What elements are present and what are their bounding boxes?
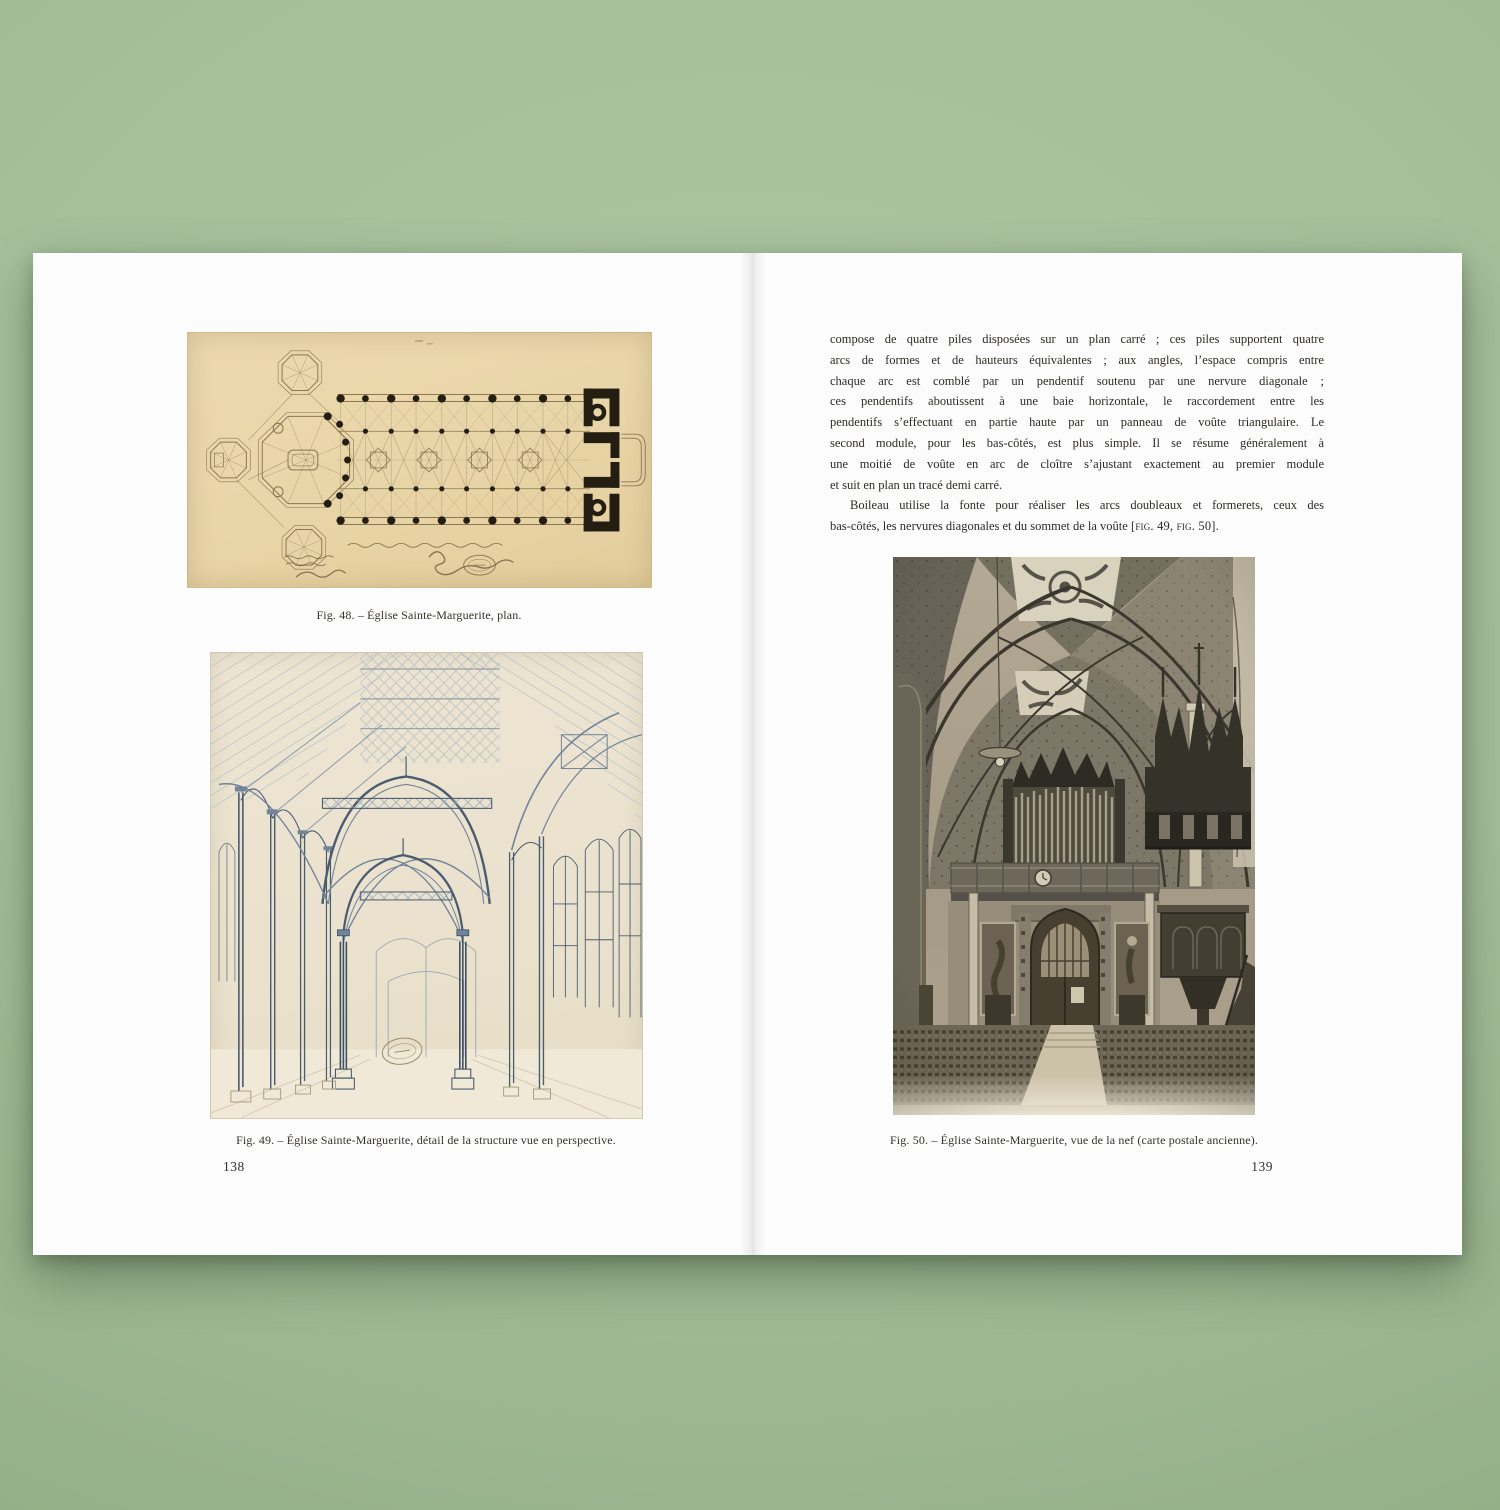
text-line: arcs de formes et de hauteurs équivalentes ; aux angles, l’espace compris entre <box>830 352 1324 367</box>
text-line <box>830 516 1324 537</box>
text-line: chaque arc est comblé par un pendentif soutenu par une nervure diagonale ; <box>830 373 1324 388</box>
text-line: pendentifs s’effectuant en partie haute par un panneau de voûte triangulaire. Le <box>830 415 1324 430</box>
text-line: ces pendentifs aboutissent à une baie horizontale, le raccordement entre les <box>830 394 1324 409</box>
text-line: second module, pour les bas-côtés, est plus simple. Il se résume généralement à <box>830 435 1324 450</box>
text-line: une moitié de voûte en arc de cloître s’ajustant exactement au premier module <box>830 456 1324 471</box>
page-number-right: 139 <box>1251 1159 1273 1174</box>
body-text <box>830 329 1324 537</box>
text-line-part: bas-côtés, les nervures diagonales et du sommet de la voûte <box>830 519 1131 534</box>
page-number-left: 138 <box>223 1159 245 1174</box>
text-line: Boileau utilise la fonte pour réaliser les arcs doubleaux et formerets, ceux des <box>850 498 1324 513</box>
figure-48-caption: Fig. 48. – Église Sainte-Marguerite, plan. <box>316 608 522 622</box>
text-line: compose de quatre piles disposées sur un plan carré ; ces piles supportent quatre <box>830 332 1324 346</box>
text-line: et suit en plan un tracé demi carré. <box>830 477 1003 492</box>
figure-50-caption: Fig. 50. – Église Sainte-Marguerite, vue de la nef (carte postale ancienne). <box>889 1133 1259 1147</box>
right-page <box>33 253 1462 1255</box>
book-spread <box>33 253 1462 1255</box>
nave-photo <box>893 557 1255 1115</box>
figure-50-nave-postcard <box>893 557 1255 1115</box>
figure-49-caption: Fig. 49. – Église Sainte-Marguerite, détail de la structure vue en perspective. <box>236 1133 616 1147</box>
figure-reference: [fig. 49, fig. 50]. <box>1130 519 1219 534</box>
